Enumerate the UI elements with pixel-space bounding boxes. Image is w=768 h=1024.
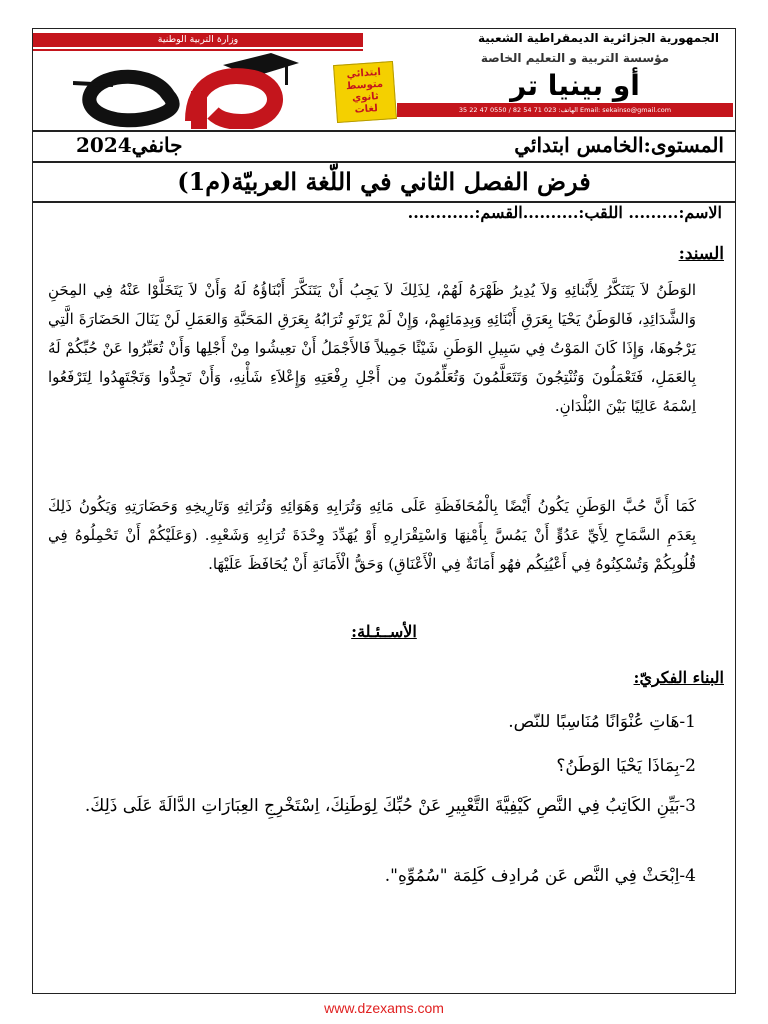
grade-secondary: ثانوي <box>351 91 380 104</box>
question-2: 2-بِمَاذَا يَحْيَا الوَطَنُ؟ <box>556 756 696 776</box>
passage-label: السند: <box>678 244 724 264</box>
student-info-line: الاسم:......... اللقب:..........القسم:............ <box>407 203 722 222</box>
school-logo-icon <box>73 51 303 129</box>
question-4: 4-اِبْحَثْ فِي النَّص عَن مُرادِف كَلِمَة "سُمُوِّهِ". <box>384 866 696 886</box>
exam-title: فرض الفصل الثاني في اللّغة العربيّة(م1) <box>177 167 591 196</box>
footer-url[interactable]: www.dzexams.com <box>324 1000 444 1016</box>
ministry-label: وزارة التربية الوطنية <box>33 33 363 47</box>
level-row <box>32 132 736 160</box>
section-heading: البناء الفكريّ: <box>633 668 724 687</box>
questions-heading: الأســئـلة: <box>351 622 417 641</box>
institution-label: مؤسسة التربية و التعليم الخاصة <box>480 51 670 65</box>
grade-middle: متوسط <box>345 78 384 93</box>
exam-date: جانفي2024 <box>76 133 183 157</box>
grades-badge <box>333 61 397 123</box>
question-1: 1-هَاتِ عُنْوَانًا مُنَاسِبًا للنّص. <box>508 712 696 732</box>
question-3: 3-بَيِّنِ الكَاتِبُ فِي النَّصِ كَيْفِيَّةَ التَّعْبِيرِ عَنْ حُبِّكَ لِوَطَنِكَ، اِسْتَخْرِجِ العِبَارَاتِ الدَّالَةَ عَلَى ذَلِكَ. <box>84 796 696 816</box>
school-header-banner <box>33 29 735 129</box>
passage-paragraph-2: كَمَا أَنَّ حُبَّ الوَطَنِ يَكُونُ أَيْضًا بِالْمُحَافَظَةِ عَلَى مَائِهِ وَتُرَابِهِ وَهَوَائِهِ وَتُرَاثِهِ وَتَارِيخِهِ وَحَضَارَتِهِ وَيَكُونُ ذَلِكَ بِعَدَمِ السَّمَاحِ لِأَيِّ عَدُوٍّ أَنْ يَمُسَّ بِأَمْنِهَا وَاسْتِقْرَارِهِ أَوْ يُهَدِّدَ وِحْدَةَ تُرَابِهِ وَشَعْبِهِ. (وَعَلَيْكُمْ أَنْ تَحْمِلُوهُ فِي قُلُوبِكُمْ وَتُسْكِنُوهُ فِي أَعْيُنِكُم فهُو أَمَانَةٌ فِي الْأَعْنَاقِ) وَحَقُّ الْأَمَانَةِ أَنْ يُحَافَظَ عَلَيْهَا. <box>48 497 696 573</box>
contact-bar: Email: sekainso@gmail.com الهاتف: 023 71 54 82 / 0550 47 22 35 <box>397 103 733 117</box>
school-name: أو بينيا تر <box>510 69 640 102</box>
republic-label: الجمهورية الجزائرية الديمقراطية الشعبية <box>477 31 719 45</box>
grade-level: المستوى:الخامس ابتدائي <box>514 133 724 157</box>
grade-languages: لغات <box>354 103 379 116</box>
grade-primary: ابتدائي <box>346 66 382 81</box>
passage-paragraph-1: الوَطَنُ لاَ يَتَنَكَّرُ لِأَبْنائِهِ وَلاَ يُدِيرُ ظَهْرَهُ لَهُمْ، لِذَلِكَ لاَ يَجِبُ أَنْ يَتَنَكَّرَ أَبْنَاؤُهُ لَهُ وَأَنْ لاَ يَتَخَلَّوْا عَنْهُ فِي المِحَنِ وَالشَّدَائِدِ، فَالوَطَنُ يَحْيَا بِعَرَقِ أَبْنَائِهِ وَبِدِمَائِهِمْ، وَإِنْ لَمْ يَرْتَوِ تُرَابُهُ بِعَرَقِ المَحَبَّةِ وَالعَمَلِ لَنْ يَنَالَ الحَضَارَةَ الَّتِي يَرْجُوهَا، وَإِذَا كَانَ المَوْتُ فِي سَبِيلِ الوَطَنِ شَيْئًا جَمِيلاً فَالأَجْمَلُ أَنْ تعِيشُوا مِنْ أَجْلِها وَأَنْ تُعَبِّرُوا عَنْ حُبِّكُمْ لَهُ بِالعَمَلِ، فَتَعْمَلُونَ وَتُنْتِجُونَ وَتَتَعَلَّمُونَ وَتُعَلِّمُونَ مِن أَجْلِ رِفْعَتِهِ وَإِعْلاَءِ شَأْنِهِ، وَأَنْ تَجِدُّوا وَتَجْتَهِدُوا لِتَرْفَعُوا اِسْمَهُ عَالِيًا بَيْنَ البُلْدَانِ. <box>48 281 696 415</box>
